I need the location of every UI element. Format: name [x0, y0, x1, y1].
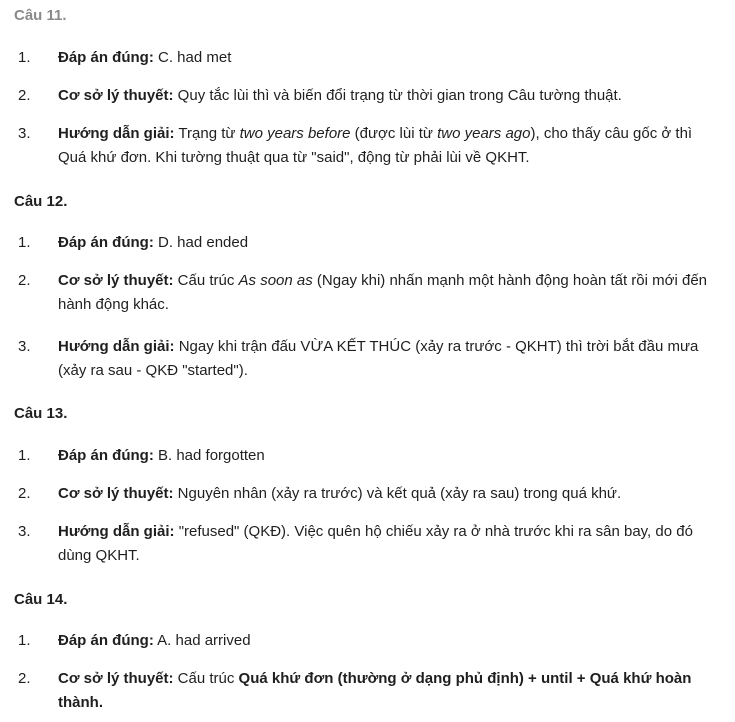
guide-label: Hướng dẫn giải:	[58, 338, 175, 355]
answer-text: B. had forgotten	[153, 447, 265, 464]
item-number: 3.	[18, 125, 31, 142]
theory-label: Cơ sở lý thuyết:	[58, 485, 174, 502]
answer-text: C. had met	[153, 49, 232, 66]
guide-text: (được lùi từ	[350, 125, 438, 142]
guide-italic: two years ago	[437, 125, 531, 142]
item-number: 1.	[18, 447, 31, 464]
question-12-heading: Câu 12.	[14, 193, 68, 210]
item-number: 2.	[18, 485, 31, 502]
item-number: 2.	[18, 87, 31, 104]
answer-text: A. had arrived	[153, 632, 251, 649]
answer-text: D. had ended	[153, 234, 249, 251]
theory-label: Cơ sở lý thuyết:	[58, 670, 174, 687]
answer-label: Đáp án đúng:	[58, 447, 154, 464]
theory-label: Cơ sở lý thuyết:	[58, 272, 174, 289]
theory-italic: As soon as	[238, 272, 313, 289]
item-number: 2.	[18, 670, 31, 687]
theory-text: Cấu trúc	[173, 670, 239, 687]
guide-text: Ngay khi trận đấu VỪA KẾT THÚC (xảy ra trước - QKHT) thì trời bắt đầu mưa (xảy ra sau - QKĐ "started").	[58, 338, 699, 379]
item-number: 1.	[18, 632, 31, 649]
item-number: 3.	[18, 338, 31, 355]
theory-label: Cơ sở lý thuyết:	[58, 87, 174, 104]
guide-text: Trạng từ	[174, 125, 240, 142]
item-number: 1.	[18, 49, 31, 66]
question-13-heading: Câu 13.	[14, 405, 68, 422]
theory-text: Nguyên nhân (xảy ra trước) và kết quả (xảy ra sau) trong quá khứ.	[173, 485, 622, 502]
answer-label: Đáp án đúng:	[58, 234, 154, 251]
guide-italic: two years before	[239, 125, 351, 142]
answer-label: Đáp án đúng:	[58, 49, 154, 66]
item-number: 3.	[18, 523, 31, 540]
guide-text: ), cho thấy câu gốc ở thì Quá khứ đơn. Khi tường thuật qua từ "said", động từ phải lùi về QKHT.	[58, 125, 693, 166]
item-number: 1.	[18, 234, 31, 251]
guide-text: "refused" (QKĐ). Việc quên hộ chiếu xảy ra ở nhà trước khi ra sân bay, do đó dùng QKHT.	[58, 523, 693, 564]
theory-text: (Ngay khi) nhấn mạnh một hành động hoàn tất rồi mới đến hành động khác.	[58, 272, 707, 313]
answer-label: Đáp án đúng:	[58, 632, 154, 649]
guide-label: Hướng dẫn giải:	[58, 523, 175, 540]
theory-text: Quy tắc lùi thì và biến đổi trạng từ thời gian trong Câu tường thuật.	[173, 87, 622, 104]
question-11-heading: Câu 11.	[14, 7, 67, 24]
theory-text: Cấu trúc	[173, 272, 239, 289]
guide-label: Hướng dẫn giải:	[58, 125, 175, 142]
question-14-heading: Câu 14.	[14, 591, 68, 608]
item-number: 2.	[18, 272, 31, 289]
theory-bold: Quá khứ đơn (thường ở dạng phủ định) + until + Quá khứ hoàn thành.	[58, 670, 692, 711]
